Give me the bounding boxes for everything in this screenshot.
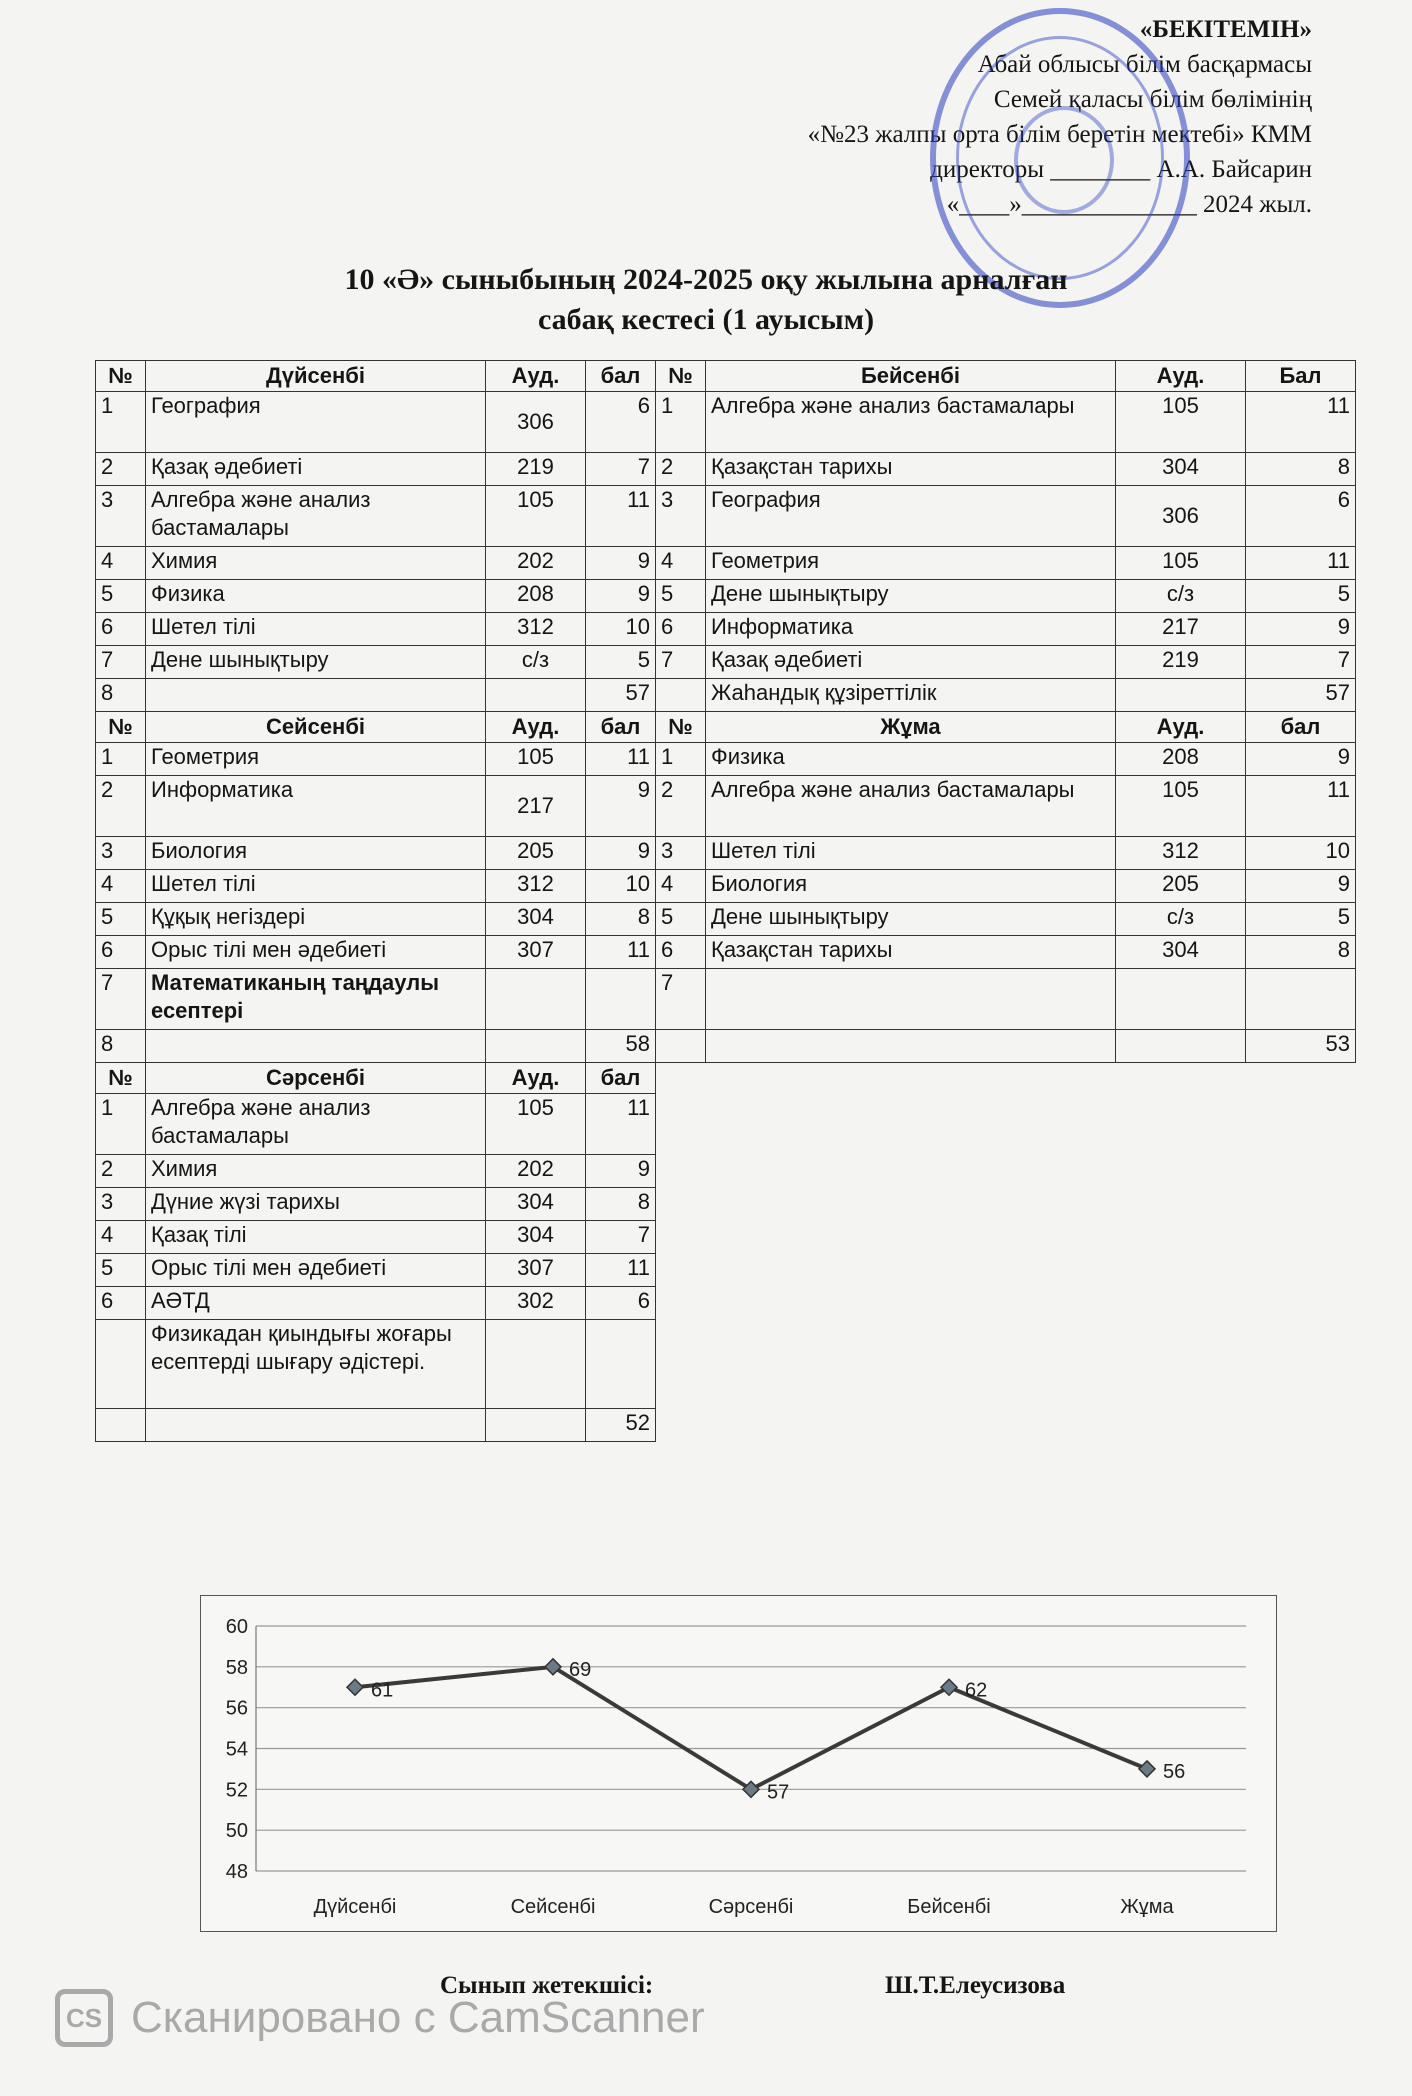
lesson-score: 9 <box>586 1155 656 1188</box>
lesson-score: 8 <box>586 1188 656 1221</box>
empty-cell <box>1116 1063 1246 1094</box>
lesson-score: 11 <box>1246 776 1356 837</box>
lesson-score: 5 <box>1246 903 1356 936</box>
lesson-subject: Физика <box>146 580 486 613</box>
lesson-subject: Қазақ әдебиеті <box>706 646 1116 679</box>
camscanner-logo-icon: CS <box>55 1989 113 2047</box>
empty-cell <box>1246 1287 1356 1320</box>
empty-cell <box>1246 1254 1356 1287</box>
lesson-number: 3 <box>96 1188 146 1221</box>
lesson-room: 105 <box>486 743 586 776</box>
table-row <box>96 547 1356 580</box>
lesson-room: 105 <box>1116 547 1246 580</box>
day-header-row <box>96 712 1356 743</box>
empty-cell <box>1246 1155 1356 1188</box>
lesson-score: 7 <box>586 1221 656 1254</box>
column-header: № <box>96 361 146 392</box>
watermark-text: Сканировано с CamScanner <box>131 1993 705 2042</box>
approval-line: «____»______________ 2024 жыл. <box>946 191 1312 218</box>
lesson-number: 2 <box>96 776 146 837</box>
y-tick-label: 48 <box>225 1861 248 1883</box>
lesson-subject: Дене шынықтыру <box>146 646 486 679</box>
lesson-number: 1 <box>656 743 706 776</box>
lesson-score: 9 <box>1246 743 1356 776</box>
lesson-room: 312 <box>486 613 586 646</box>
lesson-subject <box>146 679 486 712</box>
lesson-room: 219 <box>1116 646 1246 679</box>
lesson-room: 205 <box>486 837 586 870</box>
empty-cell <box>1246 1409 1356 1442</box>
footer-name: Ш.Т.Елеусизова <box>885 1972 1066 1999</box>
lesson-subject: Орыс тілі мен әдебиеті <box>146 1254 486 1287</box>
lesson-subject <box>146 1030 486 1063</box>
table-row <box>96 1409 1356 1442</box>
lesson-score: 8 <box>1246 453 1356 486</box>
day-header-row <box>96 361 1356 392</box>
lesson-room: 304 <box>1116 453 1246 486</box>
lesson-score: 7 <box>1246 646 1356 679</box>
empty-cell <box>706 1320 1116 1409</box>
empty-cell <box>1116 1287 1246 1320</box>
lesson-number: 6 <box>656 936 706 969</box>
data-point <box>941 1679 957 1695</box>
table-row <box>96 613 1356 646</box>
column-header: № <box>96 1063 146 1094</box>
data-label: 69 <box>569 1658 592 1681</box>
lesson-number: 1 <box>96 392 146 453</box>
lesson-room: 312 <box>486 870 586 903</box>
table-row <box>96 1030 1356 1063</box>
x-tick-label: Дүйсенбі <box>313 1896 397 1918</box>
scanner-watermark <box>55 1988 705 2048</box>
data-label: 57 <box>767 1781 790 1804</box>
document-title: 10 «Ә» сыныбының 2024-2025 оқу жылына арналған <box>344 263 1068 296</box>
lesson-score: 11 <box>586 486 656 547</box>
column-header: Ауд. <box>486 1063 586 1094</box>
table-row <box>96 936 1356 969</box>
empty-cell <box>1116 1409 1246 1442</box>
lesson-room <box>486 969 586 1030</box>
lesson-score: 6 <box>586 1287 656 1320</box>
lesson-score: 6 <box>1246 486 1356 547</box>
lesson-room <box>1116 679 1246 712</box>
footer-label: Сынып жетекшісі: <box>440 1972 654 1999</box>
lesson-subject: Дене шынықтыру <box>706 580 1116 613</box>
lesson-number <box>96 1409 146 1442</box>
table-row <box>96 870 1356 903</box>
empty-cell <box>706 1221 1116 1254</box>
empty-cell <box>1116 1155 1246 1188</box>
column-header: бал <box>1246 712 1356 743</box>
empty-cell <box>656 1320 706 1409</box>
lesson-score: 9 <box>586 837 656 870</box>
empty-cell <box>706 1063 1116 1094</box>
lesson-subject: Алгебра және анализ бастамалары <box>706 776 1116 837</box>
lesson-score: 52 <box>586 1409 656 1442</box>
y-tick-label: 52 <box>225 1779 248 1802</box>
empty-cell <box>1246 1320 1356 1409</box>
lesson-subject <box>146 1409 486 1442</box>
lesson-score <box>586 1320 656 1409</box>
table-row <box>96 392 1356 453</box>
lesson-room <box>486 679 586 712</box>
x-tick-label: Жұма <box>1120 1896 1174 1918</box>
lesson-number: 4 <box>96 1221 146 1254</box>
lesson-subject: Дене шынықтыру <box>706 903 1116 936</box>
empty-cell <box>706 1155 1116 1188</box>
lesson-subject: География <box>706 486 1116 547</box>
empty-cell <box>706 1287 1116 1320</box>
empty-cell <box>656 1221 706 1254</box>
empty-cell <box>656 1188 706 1221</box>
lesson-subject: Физикадан қиындығы жоғары есептерді шығару әдістері. <box>146 1320 486 1409</box>
lesson-subject: АӘТД <box>146 1287 486 1320</box>
lesson-score: 9 <box>1246 613 1356 646</box>
lesson-subject: Химия <box>146 1155 486 1188</box>
column-header: № <box>656 361 706 392</box>
empty-cell <box>706 1254 1116 1287</box>
lesson-subject: Қазақстан тарихы <box>706 453 1116 486</box>
table-row <box>96 646 1356 679</box>
lesson-score: 8 <box>586 903 656 936</box>
lesson-score: 53 <box>1246 1030 1356 1063</box>
column-header: Ауд. <box>1116 712 1246 743</box>
data-point <box>347 1679 363 1695</box>
empty-cell <box>656 1409 706 1442</box>
lesson-subject: Алгебра және анализ бастамалары <box>146 486 486 547</box>
lesson-room: 208 <box>486 580 586 613</box>
lesson-room: 304 <box>1116 936 1246 969</box>
lesson-number: 5 <box>96 1254 146 1287</box>
lesson-number: 2 <box>656 776 706 837</box>
lesson-number: 6 <box>96 1287 146 1320</box>
lesson-room: 304 <box>486 1188 586 1221</box>
lesson-subject: Шетел тілі <box>146 613 486 646</box>
lesson-room: 208 <box>1116 743 1246 776</box>
table-row <box>96 743 1356 776</box>
column-header: Ауд. <box>1116 361 1246 392</box>
lesson-number: 2 <box>656 453 706 486</box>
lesson-number: 2 <box>96 1155 146 1188</box>
lesson-score <box>586 969 656 1030</box>
empty-cell <box>656 1254 706 1287</box>
day-name-header: Дүйсенбі <box>146 361 486 392</box>
column-header: бал <box>586 712 656 743</box>
empty-cell <box>706 1094 1116 1155</box>
empty-cell <box>656 1287 706 1320</box>
x-tick-label: Сейсенбі <box>510 1896 596 1918</box>
empty-cell <box>656 1155 706 1188</box>
lesson-number: 3 <box>656 486 706 547</box>
lesson-number: 5 <box>96 903 146 936</box>
lesson-subject: Шетел тілі <box>146 870 486 903</box>
lesson-room: 304 <box>486 1221 586 1254</box>
lesson-score: 11 <box>1246 392 1356 453</box>
column-header: № <box>656 712 706 743</box>
lesson-number: 6 <box>96 613 146 646</box>
lesson-number: 7 <box>96 969 146 1030</box>
lesson-room: 105 <box>486 1094 586 1155</box>
empty-cell <box>1246 1221 1356 1254</box>
lesson-number: 4 <box>96 870 146 903</box>
lesson-subject: Геометрия <box>706 547 1116 580</box>
approval-line: Семей қаласы білім бөлімінің <box>993 86 1312 113</box>
day-name-header: Сәрсенбі <box>146 1063 486 1094</box>
column-header: бал <box>586 361 656 392</box>
column-header: Бал <box>1246 361 1356 392</box>
lesson-room: 205 <box>1116 870 1246 903</box>
table-row <box>96 903 1356 936</box>
lesson-subject: Алгебра және анализ бастамалары <box>146 1094 486 1155</box>
lesson-subject: Физика <box>706 743 1116 776</box>
lesson-room: 202 <box>486 1155 586 1188</box>
lesson-subject: Биология <box>146 837 486 870</box>
day-name-header: Бейсенбі <box>706 361 1116 392</box>
lesson-score: 10 <box>1246 837 1356 870</box>
lesson-room: 217 <box>1116 613 1246 646</box>
empty-cell <box>1116 1094 1246 1155</box>
lesson-subject: Алгебра және анализ бастамалары <box>706 392 1116 453</box>
data-label: 62 <box>965 1679 988 1702</box>
lesson-room: с/з <box>1116 903 1246 936</box>
lesson-number: 1 <box>656 392 706 453</box>
empty-cell <box>706 1409 1116 1442</box>
lesson-number: 5 <box>96 580 146 613</box>
empty-cell <box>1116 1254 1246 1287</box>
lesson-room: 306 <box>486 392 586 453</box>
lesson-score: 11 <box>586 1094 656 1155</box>
day-name-header: Сейсенбі <box>146 712 486 743</box>
lesson-score: 57 <box>1246 679 1356 712</box>
lesson-room: 202 <box>486 547 586 580</box>
lesson-score: 8 <box>1246 936 1356 969</box>
lesson-number: 5 <box>656 580 706 613</box>
y-tick-label: 54 <box>225 1738 248 1761</box>
lesson-subject: Шетел тілі <box>706 837 1116 870</box>
lesson-number: 4 <box>656 547 706 580</box>
lesson-number <box>96 1320 146 1409</box>
lesson-room: с/з <box>1116 580 1246 613</box>
lesson-number: 3 <box>656 837 706 870</box>
lesson-room <box>1116 1030 1246 1063</box>
lesson-score: 57 <box>586 679 656 712</box>
lesson-number: 8 <box>96 1030 146 1063</box>
lesson-subject: Химия <box>146 547 486 580</box>
table-row <box>96 580 1356 613</box>
lesson-score: 7 <box>586 453 656 486</box>
table-row <box>96 1155 1356 1188</box>
lesson-subject <box>706 969 1116 1030</box>
lesson-room: 307 <box>486 1254 586 1287</box>
table-row <box>96 1320 1356 1409</box>
lesson-number: 1 <box>96 1094 146 1155</box>
lesson-score: 9 <box>586 547 656 580</box>
lesson-room <box>486 1030 586 1063</box>
chart-plot <box>201 1596 1276 1931</box>
lesson-score: 5 <box>586 646 656 679</box>
lesson-room: 105 <box>1116 392 1246 453</box>
lesson-number: 3 <box>96 486 146 547</box>
x-tick-label: Сәрсенбі <box>708 1896 794 1918</box>
y-tick-label: 58 <box>225 1656 248 1679</box>
table-row <box>96 1287 1356 1320</box>
lesson-room <box>1116 969 1246 1030</box>
lesson-room: 307 <box>486 936 586 969</box>
table-row <box>96 486 1356 547</box>
lesson-subject: Геометрия <box>146 743 486 776</box>
lesson-room: 105 <box>486 486 586 547</box>
lesson-room: с/з <box>486 646 586 679</box>
lesson-subject: Информатика <box>146 776 486 837</box>
column-header: Ауд. <box>486 712 586 743</box>
lesson-number: 7 <box>656 969 706 1030</box>
table-row <box>96 1188 1356 1221</box>
lesson-score: 10 <box>586 870 656 903</box>
lesson-number: 2 <box>96 453 146 486</box>
lesson-number: 4 <box>656 870 706 903</box>
lesson-score: 6 <box>586 392 656 453</box>
lesson-room: 302 <box>486 1287 586 1320</box>
table-row <box>96 679 1356 712</box>
empty-cell <box>1246 1188 1356 1221</box>
approval-line: директоры ________ А.А. Байсарин <box>930 156 1312 183</box>
table-row <box>96 837 1356 870</box>
lesson-number: 6 <box>96 936 146 969</box>
lesson-number <box>656 1030 706 1063</box>
y-tick-label: 50 <box>225 1820 248 1843</box>
empty-cell <box>656 1094 706 1155</box>
empty-cell <box>1116 1320 1246 1409</box>
lesson-score: 11 <box>1246 547 1356 580</box>
column-header: бал <box>586 1063 656 1094</box>
lesson-room <box>486 1320 586 1409</box>
table-row <box>96 776 1356 837</box>
empty-cell <box>1116 1188 1246 1221</box>
lesson-subject: Жаһандық құзіреттілік <box>706 679 1116 712</box>
column-header: № <box>96 712 146 743</box>
lesson-room: 105 <box>1116 776 1246 837</box>
lesson-number: 5 <box>656 903 706 936</box>
approval-line: Абай облысы білім басқармасы <box>977 51 1312 78</box>
lesson-subject: Дүние жүзі тарихы <box>146 1188 486 1221</box>
lesson-subject: Қазақ тілі <box>146 1221 486 1254</box>
lesson-number: 6 <box>656 613 706 646</box>
lesson-number: 4 <box>96 547 146 580</box>
lesson-score: 9 <box>1246 870 1356 903</box>
lesson-score: 11 <box>586 743 656 776</box>
empty-cell <box>1246 1094 1356 1155</box>
lesson-subject: Қазақ әдебиеті <box>146 453 486 486</box>
data-label: 56 <box>1163 1760 1186 1783</box>
lesson-score: 5 <box>1246 580 1356 613</box>
lesson-score: 11 <box>586 1254 656 1287</box>
lesson-room: 217 <box>486 776 586 837</box>
empty-cell <box>656 1063 706 1094</box>
lesson-room: 306 <box>1116 486 1246 547</box>
column-header: Ауд. <box>486 361 586 392</box>
data-point <box>1139 1761 1155 1777</box>
lesson-subject: Орыс тілі мен әдебиеті <box>146 936 486 969</box>
approval-line: «№23 жалпы орта білім беретін мектебі» КММ <box>807 121 1312 148</box>
lesson-subject: Математиканың таңдаулы есептері <box>146 969 486 1030</box>
lesson-subject: Биология <box>706 870 1116 903</box>
day-header-row <box>96 1063 1356 1094</box>
lesson-number <box>656 679 706 712</box>
lesson-score: 11 <box>586 936 656 969</box>
table-row <box>96 1254 1356 1287</box>
table-row <box>96 1221 1356 1254</box>
lesson-score: 9 <box>586 776 656 837</box>
lesson-score: 10 <box>586 613 656 646</box>
lesson-subject: География <box>146 392 486 453</box>
y-tick-label: 60 <box>225 1616 248 1638</box>
lesson-number: 7 <box>96 646 146 679</box>
x-tick-label: Бейсенбі <box>907 1896 991 1918</box>
lesson-score: 58 <box>586 1030 656 1063</box>
approval-heading: «БЕКІТЕМІН» <box>1139 16 1312 43</box>
lesson-subject: Құқық негіздері <box>146 903 486 936</box>
lesson-number: 1 <box>96 743 146 776</box>
lesson-room <box>486 1409 586 1442</box>
y-tick-label: 56 <box>225 1697 248 1720</box>
day-name-header: Жұма <box>706 712 1116 743</box>
schedule-table <box>95 360 1356 1442</box>
lesson-number: 8 <box>96 679 146 712</box>
empty-cell <box>1246 1063 1356 1094</box>
lesson-subject: Қазақстан тарихы <box>706 936 1116 969</box>
table-row <box>96 1094 1356 1155</box>
lesson-score <box>1246 969 1356 1030</box>
lesson-number: 3 <box>96 837 146 870</box>
series-line <box>355 1667 1147 1790</box>
lesson-room: 219 <box>486 453 586 486</box>
lesson-room: 312 <box>1116 837 1246 870</box>
empty-cell <box>1116 1221 1246 1254</box>
table-row <box>96 453 1356 486</box>
lesson-room: 304 <box>486 903 586 936</box>
lesson-subject: Информатика <box>706 613 1116 646</box>
document-subtitle: сабақ кестесі (1 ауысым) <box>537 303 875 336</box>
lesson-subject <box>706 1030 1116 1063</box>
data-label: 61 <box>371 1679 394 1702</box>
table-row <box>96 969 1356 1030</box>
weekly-score-chart <box>200 1595 1277 1932</box>
lesson-score: 9 <box>586 580 656 613</box>
empty-cell <box>706 1188 1116 1221</box>
lesson-number: 7 <box>656 646 706 679</box>
